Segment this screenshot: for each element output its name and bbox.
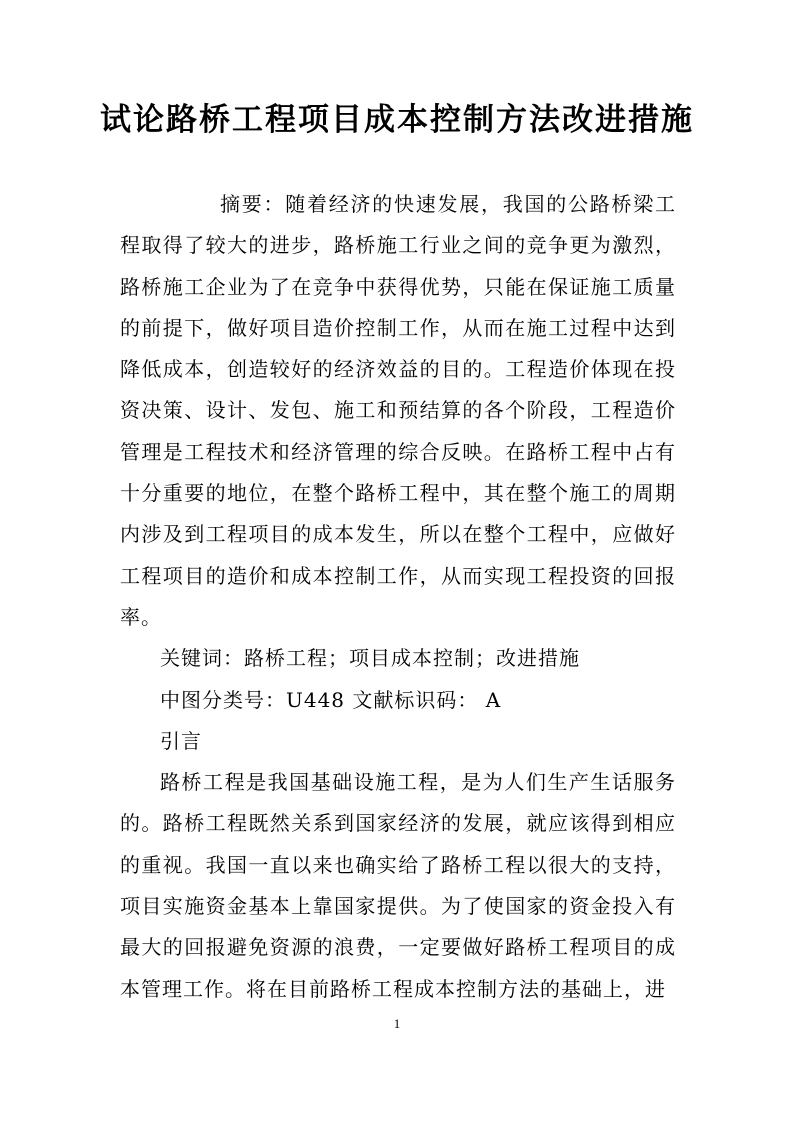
classification-line: 中图分类号：U448 文献标识码： A xyxy=(160,687,502,712)
intro-heading: 引言 xyxy=(160,728,202,753)
intro-paragraph: 路桥工程是我国基础设施工程，是为人们生产生话服务的。路桥工程既然关系到国家经济的发展，就应该得到相应的重视。我国一直以来也确实给了路桥工程以很大的支持，项目实施资金基本上靠国家提供。为了使国家的资金投入有最大的回报避免资源的浪费，一定要做好路桥工程项目的成本管理工作。将在目前路桥工程成本控制方法的基础上，进 xyxy=(120,770,676,1001)
page-number: 1 xyxy=(393,1016,401,1031)
document-body xyxy=(120,184,676,1010)
document-title: 试论路桥工程项目成本控制方法改进措施 xyxy=(100,102,694,138)
keywords-line: 关键词：路桥工程；项目成本控制；改进措施 xyxy=(160,646,580,671)
abstract-paragraph: 摘要：随着经济的快速发展，我国的公路桥梁工程取得了较大的进步，路桥施工行业之间的竞争更为激烈，路桥施工企业为了在竞争中获得优势，只能在保证施工质量的前提下，做好项目造价控制工作，从而在施工过程中达到降低成本，创造较好的经济效益的目的。工程造价体现在投资决策、设计、发包、施工和预结算的各个阶段，工程造价管理是工程技术和经济管理的综合反映。在路桥工程中占有十分重要的地位，在整个路桥工程中，其在整个施工的周期内涉及到工程项目的成本发生，所以在整个工程中，应做好工程项目的造价和成本控制工作，从而实现工程投资的回报率。 xyxy=(120,192,676,629)
